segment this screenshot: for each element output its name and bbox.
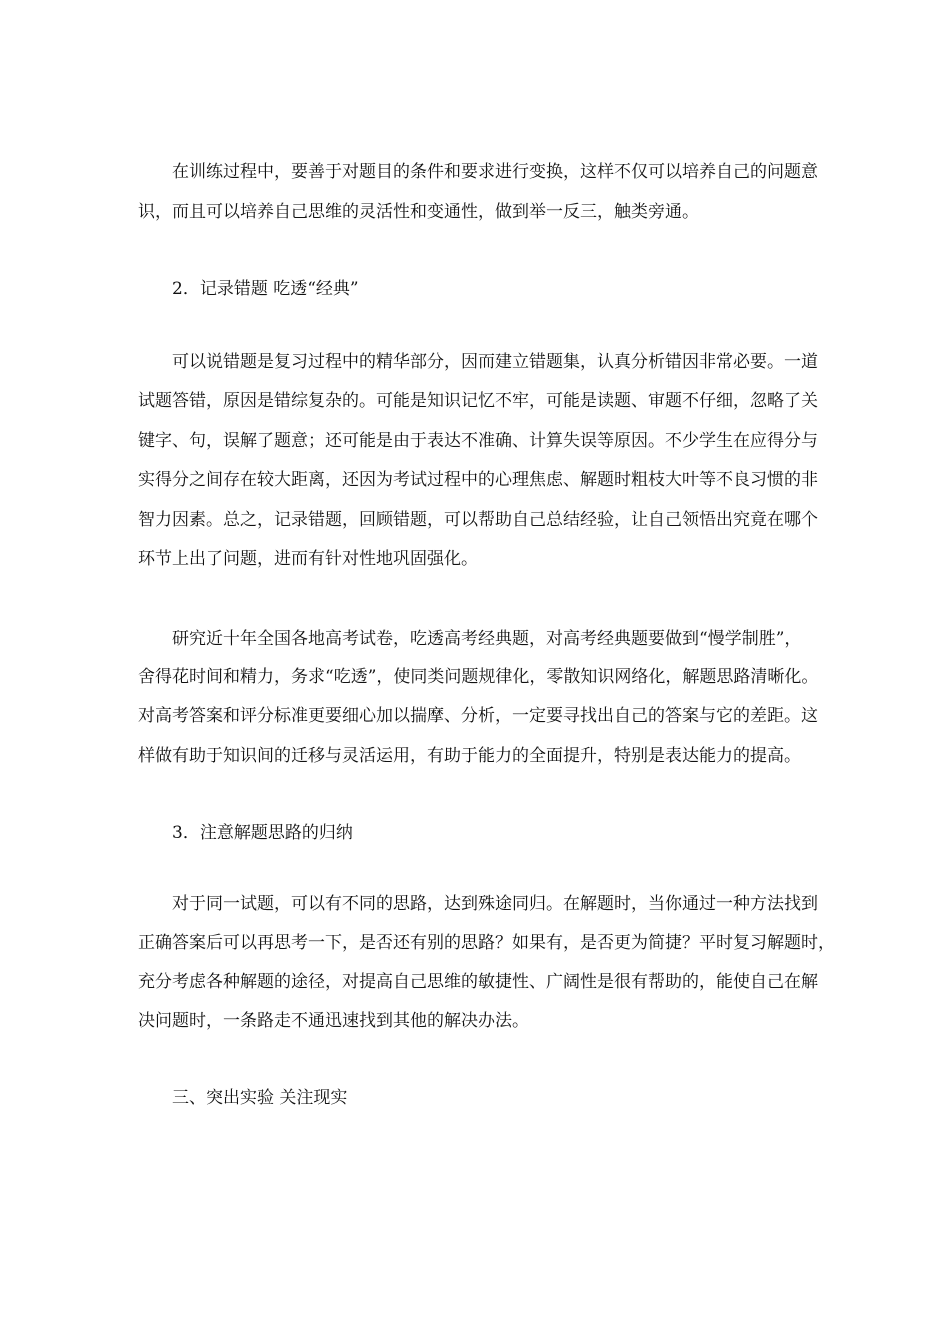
- paragraph-line: 键字、句，误解了题意；还可能是由于表达不准确、计算失误等原因。不少学生在应得分与: [138, 431, 818, 451]
- paragraph-line: 决问题时，一条路走不通迅速找到其他的解决办法。: [138, 1011, 529, 1031]
- paragraph-line: 对于同一试题，可以有不同的思路，达到殊途同归。在解题时，当你通过一种方法找到: [172, 894, 818, 914]
- paragraph-line: 试题答错，原因是错综复杂的。可能是知识记忆不牢，可能是读题、审题不仔细，忽略了关: [138, 391, 818, 411]
- paragraph-line: 正确答案后可以再思考一下，是否还有别的思路？如果有，是否更为简捷？平时复习解题时，: [138, 933, 835, 953]
- paragraph-line: 研究近十年全国各地高考试卷，吃透高考经典题，对高考经典题要做到“慢学制胜”，: [172, 629, 802, 649]
- paragraph-line: 舍得花时间和精力，务求“吃透”，使同类问题规律化，零散知识网络化，解题思路清晰化。: [138, 667, 819, 687]
- paragraph-line: 可以说错题是复习过程中的精华部分，因而建立错题集，认真分析错因非常必要。一道: [172, 352, 818, 372]
- section-heading: 三、突出实验 关注现实: [172, 1088, 348, 1108]
- paragraph-line: 充分考虑各种解题的途径，对提高自己思维的敏捷性、广阔性是很有帮助的，能使自己在解: [138, 972, 818, 992]
- paragraph-line: 在训练过程中，要善于对题目的条件和要求进行变换，这样不仅可以培养自己的问题意: [172, 162, 818, 182]
- paragraph-line: 对高考答案和评分标准更要细心加以揣摩、分析，一定要寻找出自己的答案与它的差距。这: [138, 706, 818, 726]
- section-heading: 2．记录错题 吃透“经典”: [172, 279, 359, 299]
- paragraph-line: 环节上出了问题，进而有针对性地巩固强化。: [138, 549, 478, 569]
- paragraph-line: 识，而且可以培养自己思维的灵活性和变通性，做到举一反三，触类旁通。: [138, 202, 699, 222]
- paragraph-line: 样做有助于知识间的迁移与灵活运用，有助于能力的全面提升，特别是表达能力的提高。: [138, 746, 801, 766]
- paragraph-line: 智力因素。总之，记录错题，回顾错题，可以帮助自己总结经验，让自己领悟出究竟在哪个: [138, 510, 818, 530]
- section-heading: 3．注意解题思路的归纳: [172, 823, 353, 843]
- paragraph-line: 实得分之间存在较大距离，还因为考试过程中的心理焦虑、解题时粗枝大叶等不良习惯的非: [138, 470, 818, 490]
